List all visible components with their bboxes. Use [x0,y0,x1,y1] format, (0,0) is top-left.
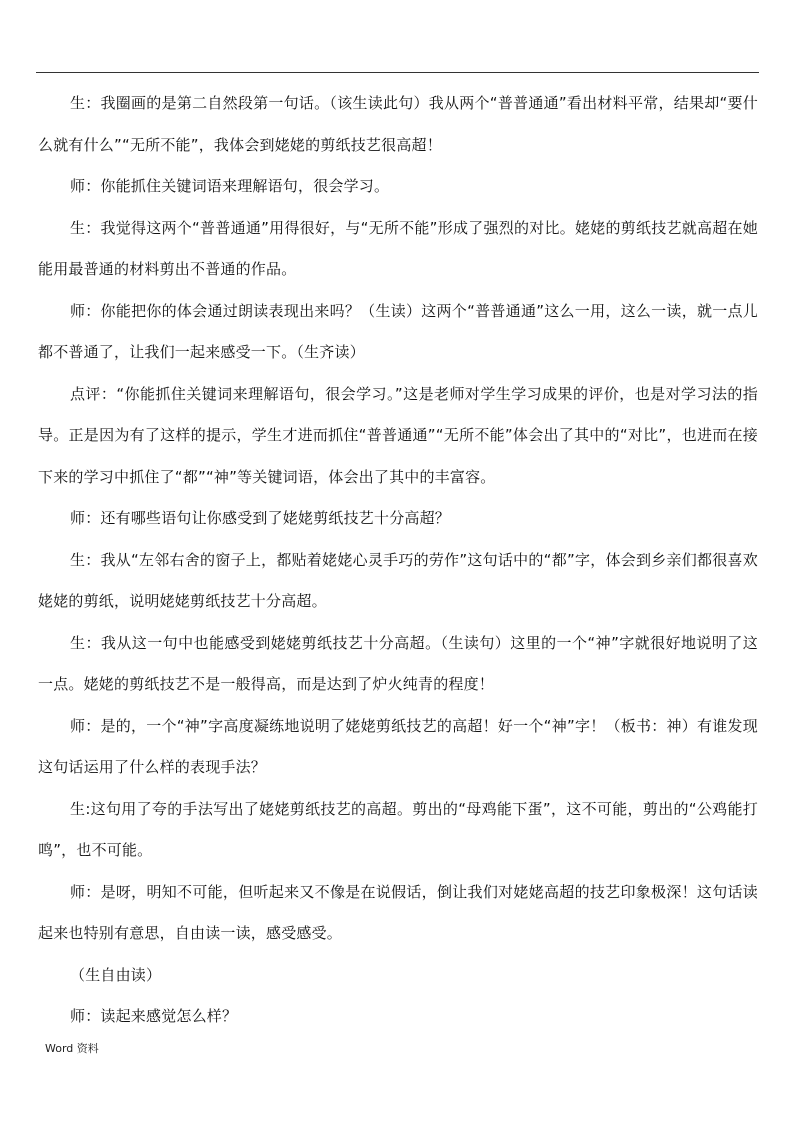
paragraph-5: 点评：“你能抓住关键词来理解语句，很会学习。”这是老师对学生学习成果的评价，也是对学习法的指导。正是因为有了这样的提示，学生才进而抓住“普普通通”“无所不能”体会出了其中的“对比”，也进而在接下来的学习中抓住了“都”“神”等关键词语，体会出了其中的丰富容。 [38,384,758,486]
paragraph-1: 生：我圈画的是第二自然段第一句话。（该生读此句）我从两个“普普通通”看出材料平常，结果却“要什么就有什么”“无所不能”，我体会到姥姥的剪纸技艺很高超！ [38,94,758,154]
paragraph-9: 师：是的，一个“神”字高度凝练地说明了姥姥剪纸技艺的高超！好一个“神”字！（板书：神）有谁发现这句话运用了什么样的表现手法？ [38,716,758,776]
paragraph-12: （生自由读） [70,965,162,984]
document-body [38,83,758,1038]
page-footer: Word 资料 [45,1042,99,1055]
paragraph-3: 生：我觉得这两个“普普通通”用得很好，与“无所不能”形成了强烈的对比。姥姥的剪纸技艺就高超在她能用最普通的材料剪出不普通的作品。 [38,218,758,278]
paragraph-6: 师：还有哪些语句让你感受到了姥姥剪纸技艺十分高超？ [70,509,451,527]
paragraph-11: 师：是呀，明知不可能，但听起来又不像是在说假话，倒让我们对姥姥高超的技艺印象极深！这句话读起来也特别有意思，自由读一读，感受感受。 [38,882,758,942]
paragraph-4: 师：你能把你的体会通过朗读表现出来吗？（生读）这两个“普普通通”这么一用，这么一读，就一点儿都不普通了，让我们一起来感受一下。（生齐读） [38,301,758,361]
paragraph-8: 生：我从这一句中也能感受到姥姥剪纸技艺十分高超。（生读句）这里的一个“神”字就很好地说明了这一点。姥姥的剪纸技艺不是一般得高，而是达到了炉火纯青的程度！ [38,633,758,693]
paragraph-2: 师：你能抓住关键词语来理解语句，很会学习。 [70,177,390,195]
header-rule [36,72,759,73]
paragraph-7: 生：我从“左邻右舍的窗子上，都贴着姥姥心灵手巧的劳作”这句话中的“都”字，体会到乡亲们都很喜欢姥姥的剪纸，说明姥姥剪纸技艺十分高超。 [38,550,758,610]
paragraph-13: 师：读起来感觉怎么样？ [70,1007,238,1025]
paragraph-10: 生:这句用了夸的手法写出了姥姥剪纸技艺的高超。剪出的“母鸡能下蛋”，这不可能，剪出的“公鸡能打鸣”，也不可能。 [38,799,758,859]
